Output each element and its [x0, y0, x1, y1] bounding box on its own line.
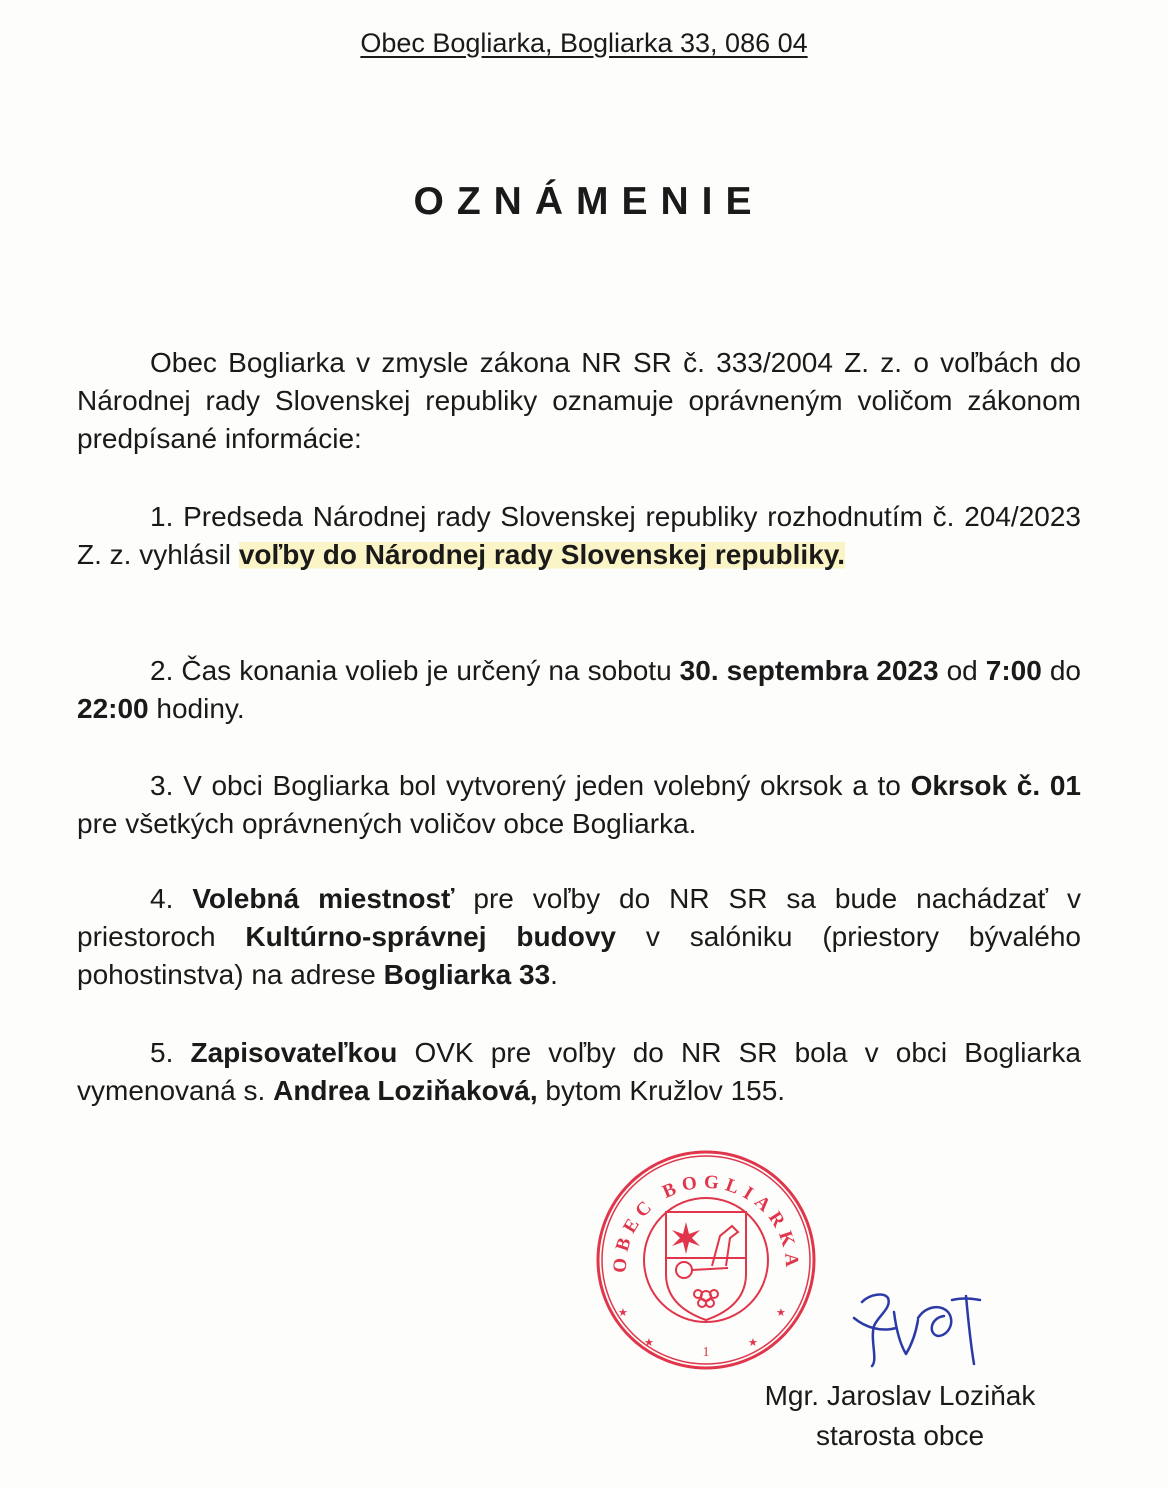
signature-block: [720, 1376, 1080, 1456]
svg-text:OBEC BOGLIARKA: OBEC BOGLIARKA: [609, 1171, 803, 1274]
item-5-role: Zapisovateľkou: [190, 1037, 398, 1068]
item-1-text: 1. Predseda Národnej rady Slovenskej republiky rozhodnutím č. 204/2023 Z. z. vyhlásil: [77, 501, 1081, 570]
mayor-signature: [848, 1288, 988, 1370]
item-2-end-time: 22:00: [77, 693, 149, 724]
item-5-paragraph: [77, 1034, 1081, 1110]
svg-text:★: ★: [748, 1336, 758, 1349]
item-1-paragraph: [77, 498, 1081, 574]
item-2-text-from: od: [938, 655, 986, 686]
item-4-text: pre voľby do NR SR sa bude nachádzať v priestoroch: [77, 883, 1081, 952]
item-2-start-time: 7:00: [985, 655, 1042, 686]
item-2-text-end: hodiny.: [148, 693, 245, 724]
item-3-text: 3. V obci Bogliarka bol vytvorený jeden volebný okrsok a to: [150, 770, 911, 801]
svg-text:★: ★: [644, 1336, 654, 1349]
municipal-stamp: [592, 1146, 820, 1374]
item-3-text-end: pre všetkých oprávnených voličov obce Bogliarka.: [77, 808, 697, 839]
svg-text:1: 1: [702, 1345, 710, 1360]
item-3-paragraph: [77, 767, 1081, 843]
item-5-person: Andrea Loziňaková,: [273, 1075, 538, 1106]
intro-paragraph: Obec Bogliarka v zmysle zákona NR SR č. 333/2004 Z. z. o voľbách do Národnej rady Slovenskej republiky oznamuje oprávneným voličom zákonom predpísané informácie:: [77, 347, 1081, 454]
item-5-text: OVK pre voľby do NR SR bola v obci Bogliarka vymenovaná s.: [77, 1037, 1081, 1106]
item-3-district: Okrsok č. 01: [910, 770, 1081, 801]
item-4-address: Bogliarka 33: [383, 959, 551, 990]
item-5-text-end: bytom Kružlov 155.: [537, 1075, 786, 1106]
item-5-number: 5.: [150, 1037, 191, 1068]
svg-text:★: ★: [776, 1306, 786, 1319]
signatory-role: starosta obce: [815, 1420, 985, 1451]
header-address: [0, 28, 1168, 59]
item-4-paragraph: [77, 880, 1081, 994]
item-4-building: Kultúrno-správnej budovy: [245, 921, 616, 952]
item-2-text-to: do: [1041, 655, 1081, 686]
document-title: OZNÁMENIE: [413, 180, 765, 223]
item-1-bold: voľby do Národnej rady Slovenskej republiky.: [238, 539, 846, 570]
header-address-text: Obec Bogliarka, Bogliarka 33, 086 04: [360, 28, 808, 58]
item-2-text: 2. Čas konania volieb je určený na sobotu: [150, 655, 680, 686]
svg-text:★: ★: [618, 1306, 628, 1319]
item-4-number: 4.: [150, 883, 193, 914]
item-2-date: 30. septembra 2023: [679, 655, 939, 686]
item-4-room: Volebná miestnosť: [192, 883, 455, 914]
item-4-text-end: .: [550, 959, 558, 990]
item-4-text-2: v salóniku (priestory bývalého pohostinstva) na adrese: [77, 921, 1081, 990]
signatory-name: Mgr. Jaroslav Loziňak: [764, 1380, 1036, 1411]
item-2-paragraph: [77, 652, 1081, 728]
